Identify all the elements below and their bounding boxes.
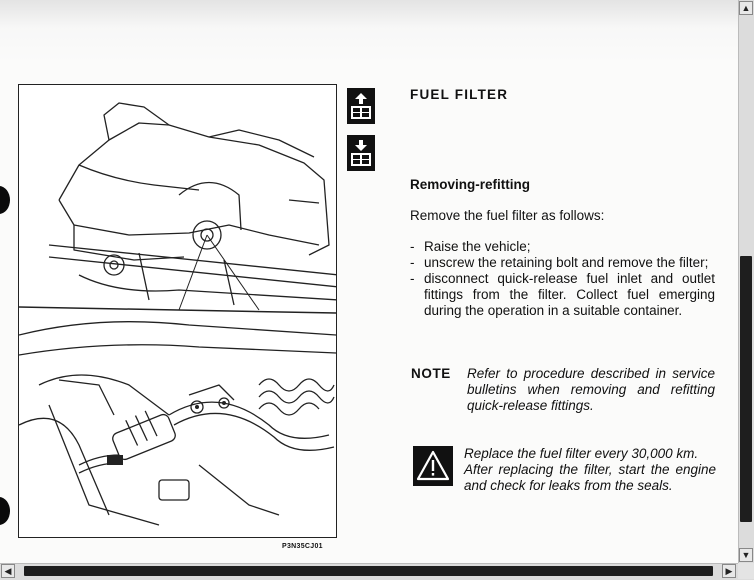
refit-icon	[347, 135, 375, 171]
figure-code: P3N35CJ01	[282, 543, 323, 550]
warning-triangle-icon	[413, 446, 453, 486]
vertical-scroll-thumb[interactable]	[740, 256, 752, 522]
scrollbar-corner	[738, 563, 754, 579]
list-item: - Raise the vehicle;	[410, 239, 715, 255]
warning-line-2: After replacing the filter, start the engine and check for leaks from the seals.	[464, 462, 716, 493]
scroll-up-button[interactable]: ▲	[739, 1, 753, 15]
warning-line-1: Replace the fuel filter every 30,000 km.	[464, 446, 699, 461]
scroll-down-button[interactable]: ▼	[739, 548, 753, 562]
list-item: - unscrew the retaining bolt and remove the filter;	[410, 255, 715, 271]
step-text: Raise the vehicle;	[424, 239, 531, 254]
steps-list	[410, 239, 715, 319]
scroll-right-button[interactable]: ▶	[722, 564, 736, 578]
list-item: - disconnect quick-release fuel inlet and outlet fittings from the filter. Collect fuel emerging during the operation in a suitable container.	[410, 271, 715, 318]
scan-noise	[0, 0, 738, 62]
scroll-left-button[interactable]: ◀	[1, 564, 15, 578]
warning-text	[464, 446, 716, 494]
note-text: Refer to procedure described in service bulletins when removing and refitting quick-release fittings.	[467, 366, 715, 413]
binder-hole	[0, 497, 10, 525]
remove-icon	[347, 88, 375, 124]
step-text: unscrew the retaining bolt and remove the filter;	[424, 255, 709, 270]
binder-hole	[0, 186, 10, 214]
section-title: FUEL FILTER	[410, 87, 509, 102]
intro-text: Remove the fuel filter as follows:	[410, 208, 605, 223]
fuel-filter-illustration	[18, 84, 337, 538]
note-label: NOTE	[411, 366, 451, 381]
step-text: disconnect quick-release fuel inlet and outlet fittings from the filter. Collect fuel emerging during the operation in a suitable container.	[424, 271, 715, 318]
horizontal-scroll-thumb[interactable]	[24, 566, 713, 576]
subheading: Removing-refitting	[410, 177, 530, 192]
